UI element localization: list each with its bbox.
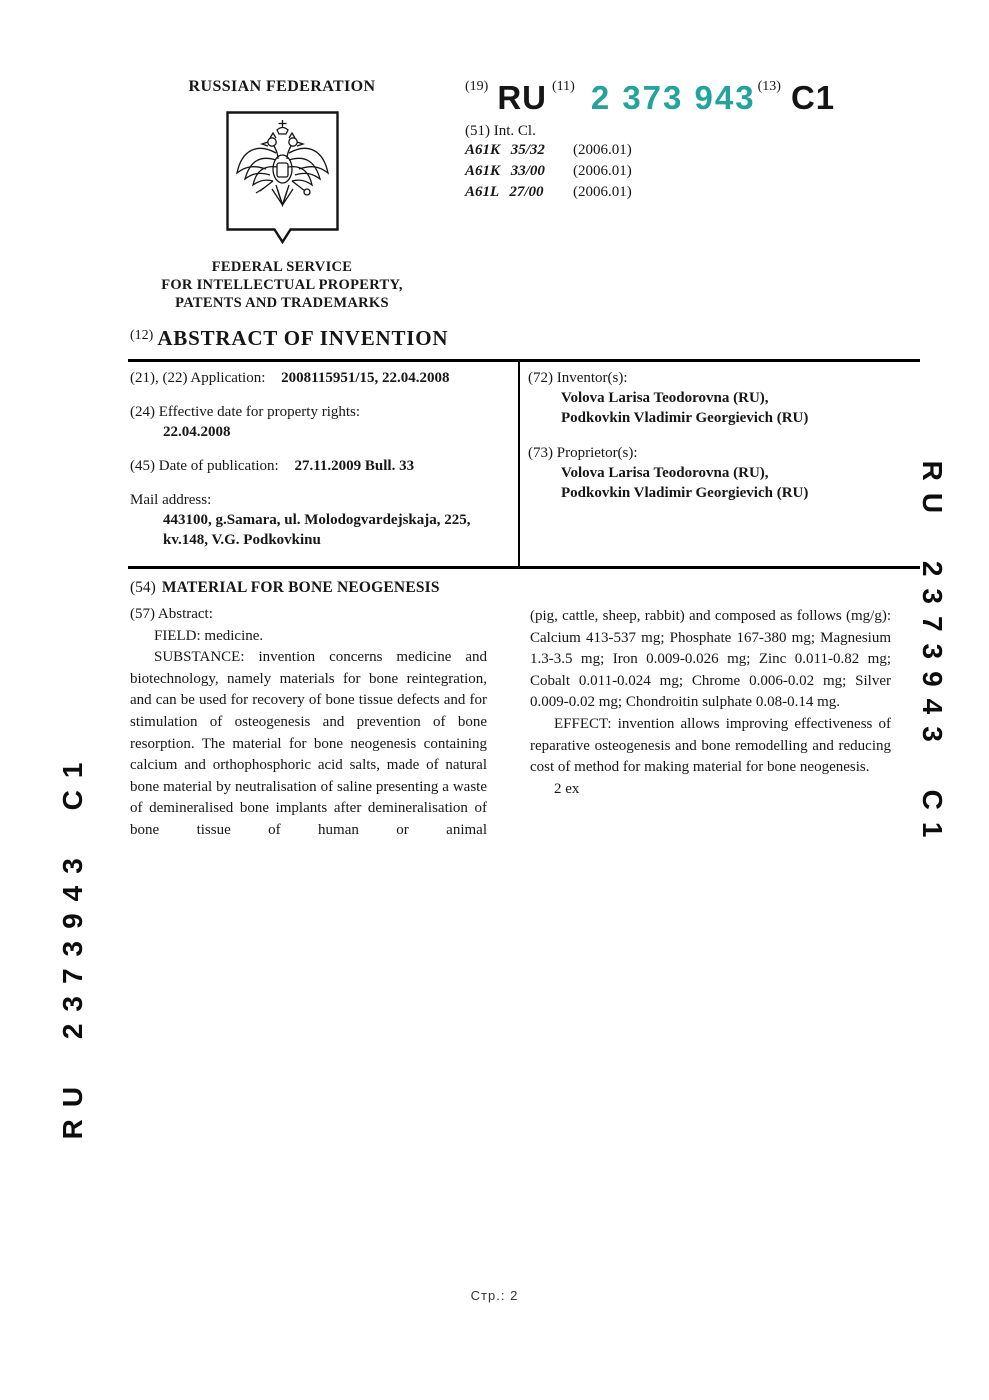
mail-address-line: 443100, g.Samara, ul. Molodogvardejskaja, 225, — [163, 512, 471, 528]
int-cl-entry — [465, 161, 895, 182]
ipc-code: A61K 35/32 — [465, 142, 545, 158]
coat-of-arms-icon — [226, 111, 339, 250]
kind-code: C1 — [790, 79, 836, 116]
side-code-text: RU 2373943 C1 — [917, 460, 948, 850]
abstract-column-right — [530, 606, 891, 800]
abstract-column-left — [130, 604, 487, 842]
proprietors-field — [528, 443, 912, 503]
inventors-label: (72) Inventor(s): — [528, 370, 628, 386]
office-line: FEDERAL SERVICE — [211, 259, 353, 275]
inventor-name: Podkovkin Vladimir Georgievich (RU) — [561, 410, 809, 426]
publication-date-label: (45) Date of publication: — [130, 458, 279, 474]
abstract-field: FIELD: medicine. — [154, 627, 264, 644]
proprietor-name: Volova Larisa Teodorovna (RU), — [561, 465, 769, 481]
column-divider — [518, 359, 520, 569]
office-line: FOR INTELLECTUAL PROPERTY, — [161, 277, 403, 293]
effective-date-value: 22.04.2008 — [163, 424, 231, 440]
publication-date-value: 27.11.2009 Bull. 33 — [294, 458, 415, 474]
divider — [128, 566, 920, 569]
office-name — [152, 258, 412, 312]
publication-number: 2 373 943 — [590, 79, 756, 116]
header-left — [152, 78, 412, 312]
int-cl-entry — [465, 140, 895, 161]
page-title: ABSTRACT OF INVENTION — [157, 326, 449, 350]
biblio-left-column — [130, 368, 508, 550]
application-value: 2008115951/15, 22.04.2008 — [281, 370, 450, 386]
ipc-version: (2006.01) — [573, 184, 632, 200]
proprietors-label: (73) Proprietor(s): — [528, 445, 638, 461]
publication-number-line — [465, 78, 895, 114]
abstract-composition: (pig, cattle, sheep, rabbit) and composed as follows (mg/g): Calcium 413-537 mg; Phosphate 167-380 mg; Magnesium 1.3-3.5 mg; Iron 0.009-0.026 mg; Zinc 0.011-0.82 mg; Cobalt 0.011-0.024 mg; Chrome 0.006-0.02 mg; Silver 0.009-0.02 mg; Chondroitin sulphate 0.08-0.14 mg. — [530, 608, 891, 711]
biblio-right-column — [528, 368, 912, 517]
country-code: RU — [497, 79, 547, 116]
abstract-label: (57) Abstract: — [130, 606, 213, 622]
inventors-field — [528, 368, 912, 428]
code-54: (54) — [130, 579, 156, 596]
divider — [128, 359, 920, 362]
inventor-name: Volova Larisa Teodorovna (RU), — [561, 390, 769, 406]
invention-title: MATERIAL FOR BONE NEOGENESIS — [161, 579, 440, 596]
ipc-version: (2006.01) — [573, 163, 632, 179]
code-13: (13) — [757, 79, 781, 94]
application-label: (21), (22) Application: — [130, 370, 266, 386]
document-kind-title — [130, 326, 448, 351]
office-line: PATENTS AND TRADEMARKS — [175, 295, 389, 311]
side-code-text: RU 2373943 C1 — [57, 750, 88, 1140]
mail-address-line: kv.148, V.G. Podkovkinu — [163, 532, 321, 548]
int-cl-entry — [465, 182, 895, 203]
ipc-version: (2006.01) — [573, 142, 632, 158]
ipc-code: A61L 27/00 — [465, 184, 544, 200]
proprietor-name: Podkovkin Vladimir Georgievich (RU) — [561, 485, 809, 501]
effective-date-field — [130, 402, 508, 442]
effective-date-label: (24) Effective date for property rights: — [130, 404, 361, 420]
mail-address-field — [130, 490, 508, 550]
invention-title-line — [130, 579, 440, 597]
ipc-code: A61K 33/00 — [465, 163, 545, 179]
country-name: RUSSIAN FEDERATION — [188, 78, 376, 95]
publication-date-field — [130, 456, 508, 476]
int-cl-label: (51) Int. Cl. — [465, 123, 536, 139]
abstract-substance: SUBSTANCE: invention concerns medicine and biotechnology, namely materials for bone reintegration, and can be used for recovery of bone tissue defects and for stimulation of osteogenesis and prevention of bone resorption. The material for bone neogenesis containing calcium and orthophosphoric acid salts, made of natural bone material by neutralisation of saline presenting a waste of demineralised bone implants after demineralisation of bone tissue of human or animal — [130, 649, 487, 838]
page-number: Стр.: 2 — [470, 1288, 519, 1303]
code-11: (11) — [552, 79, 575, 94]
code-19: (19) — [465, 79, 489, 94]
code-12: (12) — [130, 328, 154, 343]
abstract-examples: 2 ex — [554, 780, 580, 797]
mail-address-label: Mail address: — [130, 492, 212, 508]
abstract-effect: EFFECT: invention allows improving effectiveness of reparative osteogenesis and bone remodelling and reducing cost of method for making material for bone neogenesis. — [530, 715, 891, 776]
application-field — [130, 368, 508, 388]
header-right — [465, 78, 895, 203]
